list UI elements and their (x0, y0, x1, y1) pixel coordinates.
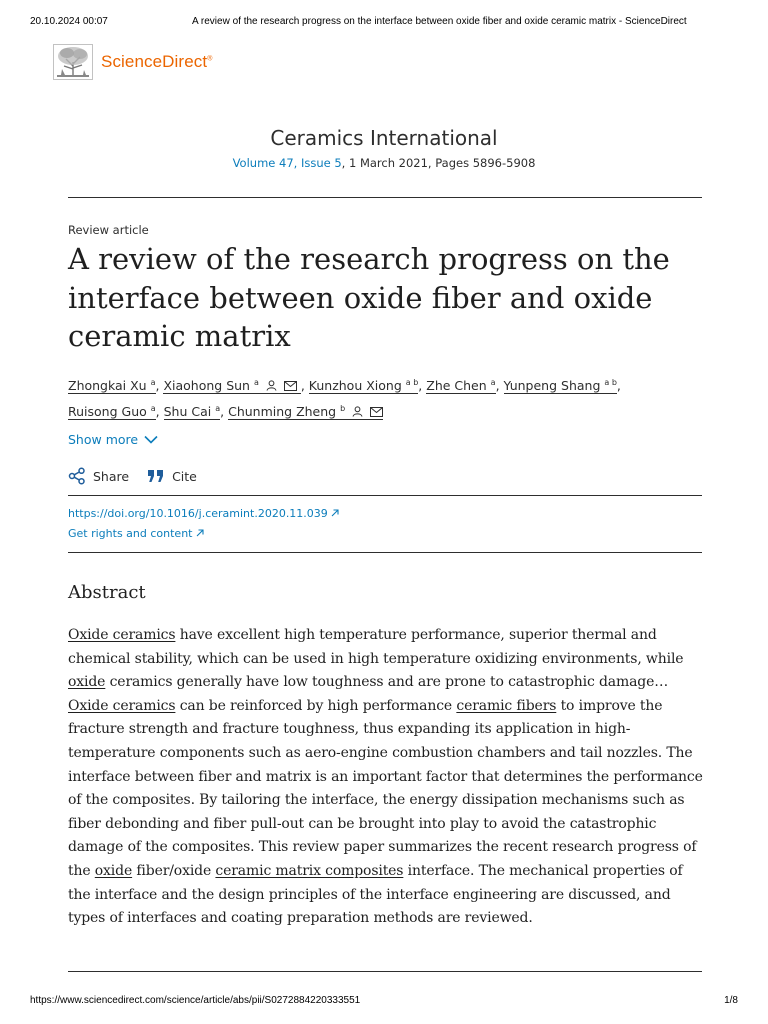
term-link[interactable]: oxide (68, 674, 106, 691)
divider (68, 971, 702, 972)
author-list: Zhongkai Xu $^a$, Xiaohong Sun $^a$ , Kunzhou Xiong $^{a b}$, Zhe Chen $^a$, Yunpeng Shang $^{a b}$, Ruisong Guo $^a$, Shu Cai $^a$, Chunming Zheng $^b$ (68, 378, 621, 419)
print-page-number: 1/8 (724, 995, 738, 1006)
person-icon (352, 406, 363, 417)
author-link[interactable]: Yunpeng Shang $^{a b}$ (503, 378, 617, 394)
sciencedirect-logo[interactable] (53, 44, 212, 80)
author-link[interactable]: Ruisong Guo $^a$ (68, 403, 156, 419)
quote-icon (147, 469, 165, 483)
author-link[interactable]: Chunming Zheng $^b$ (228, 404, 383, 420)
abstract-text: Oxide ceramics have excellent high temperature performance, superior thermal and chemical stability, which can be used in high temperature oxidizing environments, while oxide ceramics generally have low toughness and are prone to catastrophic damage… Oxide ceramics can be reinforced by high performance ceramic fibers to improve the fracture strength and fracture toughness, thus expanding its application in high-temperature components such as aero-engine combustion chambers and tail nozzles. The interface between fiber and matrix is an important factor that determines the performance of the composites. By tailoring the interface, the energy dissipation mechanisms such as fiber debonding and fiber pull-out can be brought into play to avoid the catastrophic damage of the composites. This review paper summarizes the recent research progress of the oxide fiber/oxide ceramic matrix composites interface. The mechanical properties of the interface and the design principles of the interface engineering are discussed, and types of interfaces and coating preparation methods are reviewed. (68, 627, 703, 927)
author-link[interactable]: Zhongkai Xu $^a$ (68, 378, 156, 394)
cite-label: Cite (172, 468, 197, 484)
print-datetime: 20.10.2024 00:07 (30, 16, 108, 27)
author-link[interactable]: Shu Cai $^a$ (163, 403, 221, 419)
show-more-label: Show more (68, 432, 139, 447)
term-link[interactable]: ceramic fibers (456, 697, 557, 714)
term-link[interactable]: oxide (94, 862, 133, 879)
chevron-down-icon (144, 435, 158, 444)
doi-link[interactable]: https://doi.org/10.1016/j.ceramint.2020.11.039 (68, 507, 339, 520)
divider (68, 197, 702, 198)
show-more-button[interactable] (68, 432, 158, 447)
print-url: https://www.sciencedirect.com/science/article/abs/pii/S0272884220333551 (30, 995, 361, 1006)
share-label: Share (93, 468, 130, 484)
journal-issue (0, 156, 768, 170)
abstract-heading: Abstract (68, 582, 146, 603)
author-link[interactable]: Xiaohong Sun $^a$ (163, 378, 300, 394)
print-header (30, 16, 738, 27)
article-actions (68, 467, 197, 485)
external-link-icon (331, 509, 339, 517)
rights-link[interactable]: Get rights and content (68, 527, 204, 540)
brand-name: ScienceDirect® (101, 52, 213, 71)
divider (68, 552, 702, 553)
term-link[interactable]: Oxide ceramics (68, 627, 176, 643)
journal-title[interactable]: Ceramics International (270, 126, 498, 150)
issue-details: , 1 March 2021, Pages 5896-5908 (341, 156, 536, 170)
person-icon (266, 380, 277, 391)
mail-icon (284, 381, 297, 391)
volume-issue-link[interactable]: Volume 47, Issue 5 (232, 156, 342, 170)
external-link-icon (196, 529, 204, 537)
divider (68, 495, 702, 496)
mail-icon (370, 407, 383, 417)
print-document-title: A review of the research progress on the interface between oxide fiber and oxide ceramic matrix - ScienceDirect (192, 16, 687, 27)
share-button[interactable] (68, 467, 129, 485)
author-link[interactable]: Zhe Chen $^a$ (426, 378, 496, 394)
elsevier-tree-icon (53, 44, 93, 80)
article-type: Review article (68, 223, 149, 237)
share-icon (68, 467, 86, 485)
article-title: A review of the research progress on the interface between oxide fiber and oxide ceramic matrix (68, 242, 670, 353)
term-link[interactable]: ceramic matrix composites (215, 862, 404, 879)
print-footer (30, 995, 738, 1006)
author-link[interactable]: Kunzhou Xiong $^{a b}$ (308, 378, 419, 394)
term-link[interactable]: Oxide ceramics (68, 697, 176, 714)
cite-button[interactable] (147, 467, 197, 485)
